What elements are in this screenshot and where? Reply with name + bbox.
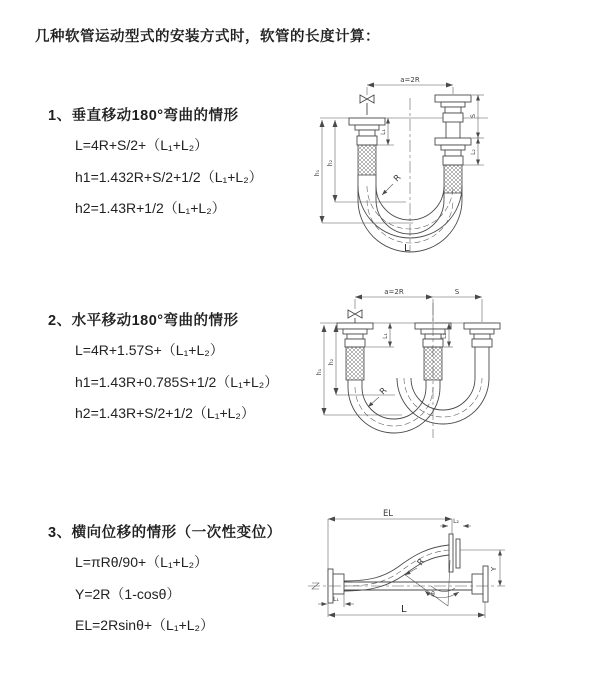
page-title: 几种软管运动型式的安装方式时，软管的长度计算： [35, 29, 380, 45]
right-flange-original [472, 566, 488, 602]
dim-label-h1: h₁ [314, 169, 321, 177]
formula-list [75, 135, 348, 219]
section-horizontal-180 [48, 309, 348, 435]
dim-label-h1: h₁ [316, 368, 323, 376]
dim-label-a2r: a=2R [400, 76, 420, 84]
dim-label-a2r: a=2R [384, 288, 404, 296]
dim-label-l1: L₁ [382, 333, 389, 339]
hose-u-position2 [397, 378, 489, 424]
radius-label: R [378, 385, 390, 398]
formula: EL=2Rsinθ+（L₁+L₂） [75, 617, 214, 633]
section-vertical-180 [48, 104, 348, 230]
upper-flange-displaced [449, 534, 460, 572]
formula: L=4R+S/2+（L₁+L₂） [75, 137, 209, 153]
valve-icon [348, 310, 362, 318]
valve-icon [360, 95, 374, 103]
hose-u-position1 [348, 380, 440, 433]
diagram-vertical-180-bend [310, 70, 595, 265]
formula: h2=1.43R+S/2+1/2（L₁+L₂） [75, 405, 255, 421]
section-heading: 3、横向位移的情形（一次性变位） [48, 525, 282, 541]
dim-label-h2: h₂ [327, 159, 334, 167]
dim-label-l1: L₁ [380, 129, 387, 135]
dim-label-l2: L₂ [453, 518, 459, 525]
dim-label-l1: L₁ [333, 596, 339, 603]
formula-list [75, 340, 348, 424]
left-flange [349, 118, 385, 175]
dim-label-s: S [470, 114, 477, 118]
right-flange-shifted [464, 323, 500, 378]
dim-label-l2: L₂ [441, 333, 448, 339]
formula: L=πRθ/90+（L₁+L₂） [75, 554, 209, 570]
hose-s-curve [344, 545, 449, 591]
dim-label-y: Y [490, 566, 498, 572]
formula: h2=1.43R+1/2（L₁+L₂） [75, 200, 226, 216]
braided-hose-section [358, 145, 376, 175]
braided-hose-section [346, 347, 364, 380]
diagram-lateral-displacement [300, 498, 600, 653]
formula: h1=1.43R+0.785S+1/2（L₁+L₂） [75, 373, 279, 390]
dim-label-s: S [454, 288, 460, 296]
section-heading: 1、垂直移动180°弯曲的情形 [48, 108, 239, 124]
dim-label-l2: L₂ [470, 149, 477, 155]
radius-label: R [415, 556, 428, 568]
section-heading: 2、水平移动180°弯曲的情形 [48, 313, 239, 329]
diagram-horizontal-180-bend [310, 278, 595, 453]
dim-label-el: EL [382, 509, 394, 519]
formula: Y=2R（1-cosθ） [75, 585, 181, 602]
dim-label-l: L [404, 243, 410, 254]
right-flange-lowered [435, 138, 471, 193]
right-flange-raised [435, 95, 471, 138]
dim-label-h2: h₂ [328, 358, 335, 366]
angle-label-theta: θ [431, 591, 435, 598]
formula: L=4R+1.57S+（L₁+L₂） [75, 342, 224, 358]
radius-label: R [392, 172, 404, 185]
left-flange [337, 323, 373, 380]
formula: h1=1.432R+S/2+1/2（L₁+L₂） [75, 168, 263, 185]
dim-label-l: L [401, 604, 407, 615]
